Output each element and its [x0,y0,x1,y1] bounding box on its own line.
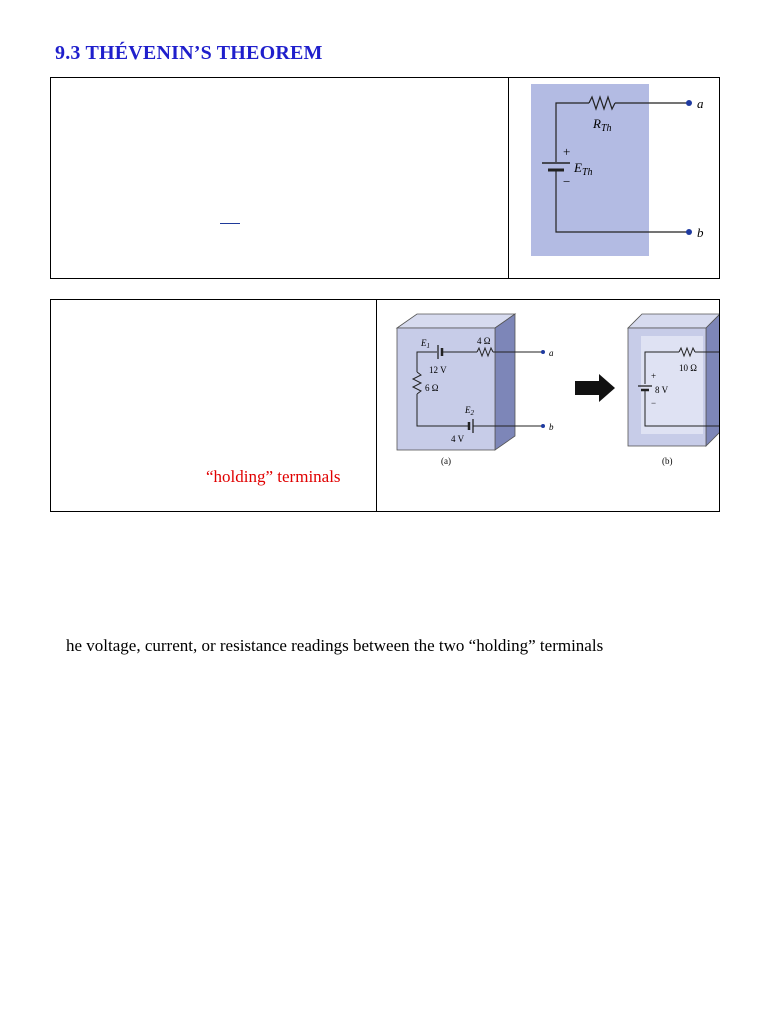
rth-label: $R_{Th}$ [593,116,612,134]
underline-mark [220,223,240,224]
terminal-b-label: b [697,225,704,240]
holding-terminals-highlight: “holding” terminals [206,467,341,486]
e2-label: $E_2$ [465,405,474,417]
thevenin-equivalent-figure [509,78,719,278]
minus-b: − [651,398,657,408]
terminal-b-label-a: b [549,422,554,432]
r2-value: 6 Ω [425,383,439,393]
terminal-b-dot [686,229,692,235]
plus-sign: + [563,144,571,159]
box-b-terminals [377,300,719,511]
eth-label: $E_{Th}$ [574,160,593,178]
terminal-a-label: a [697,96,704,111]
terminal-a-label-a: a [549,348,554,358]
plus-b: + [651,371,657,381]
thevenin-definition-box [50,77,720,279]
body-paragraph: he voltage, current, or resistance readings between the two “holding” terminals [66,636,604,655]
terminal-a-dot [686,100,692,106]
minus-sign: − [563,174,571,189]
network-example-box [50,299,720,512]
caption-b: (b) [662,456,673,466]
e1-label: $E_1$ [421,338,430,350]
e2-value: 4 V [451,434,465,444]
e-value-b: 8 V [655,385,669,395]
r-value-b: 10 Ω [679,363,697,373]
caption-a: (a) [441,456,451,466]
r1-value: 4 Ω [477,336,491,346]
e1-value: 12 V [429,365,447,375]
section-heading: 9.3 THÉVENIN’S THEOREM [55,42,323,64]
